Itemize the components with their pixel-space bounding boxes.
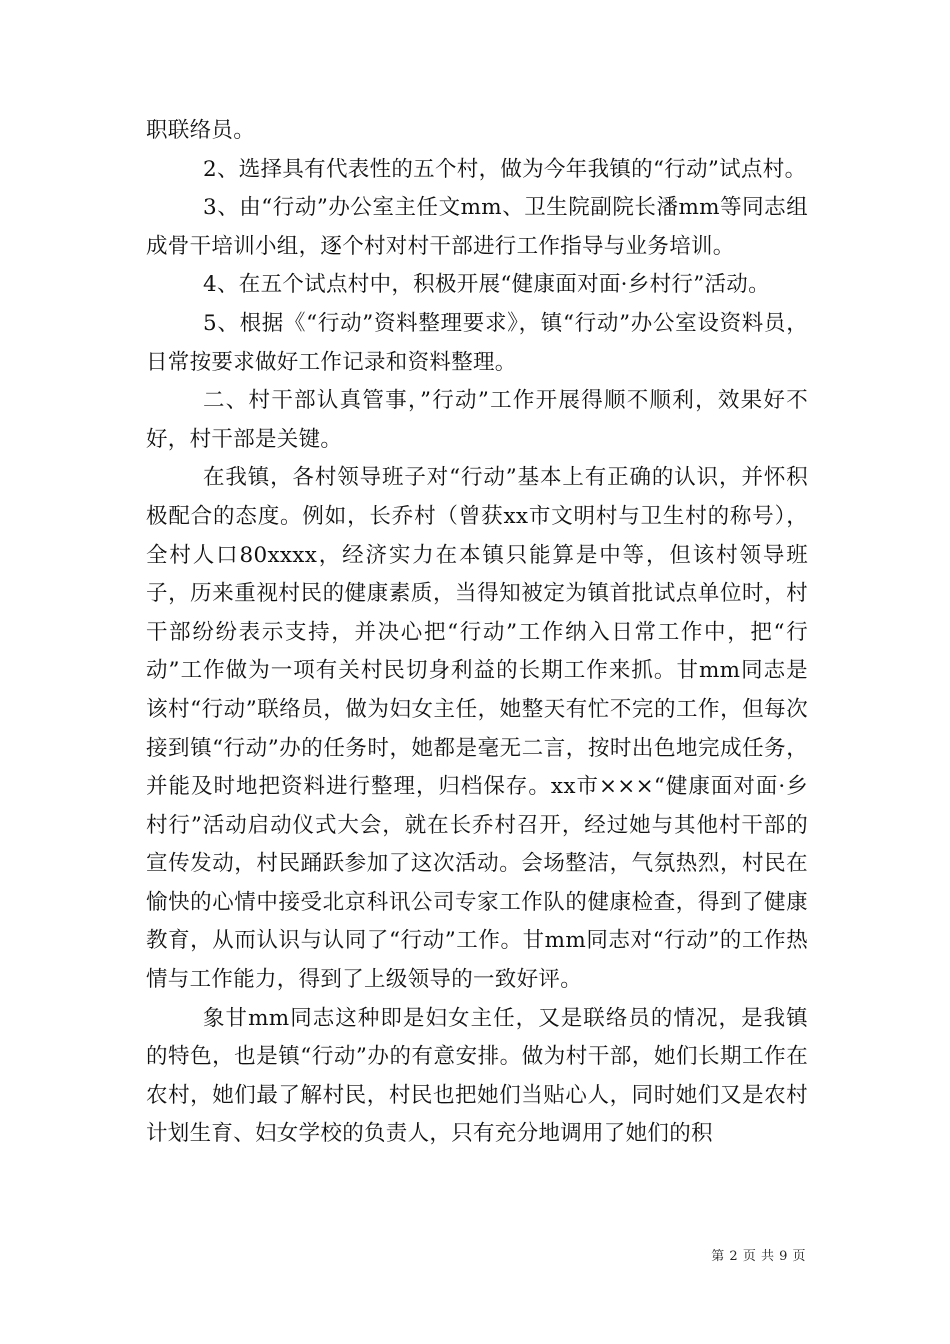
paragraph: 2、选择具有代表性的五个村，做为今年我镇的“行动”试点村。 [203,156,807,182]
paragraph: 5、根据《“行动”资料整理要求》，镇“行动”办公室设资料员，日常按要求做好工作记录和资料整理。 [146,310,808,375]
paragraph: 象甘mm同志这种即是妇女主任，又是联络员的情况，是我镇的特色，也是镇“行动”办的有意安排。做为村干部，她们长期工作在农村，她们最了解村民，村民也把她们当贴心人，同时她们又是农村计划生育、妇女学校的负责人，只有充分地调用了她们的积 [146,1005,808,1147]
page-number: 第 2 页 共 9 页 [711,1249,806,1264]
paragraph: 3、由“行动”办公室主任文mm、卫生院副院长潘mm等同志组成骨干培训小组，逐个村对村干部进行工作指导与业务培训。 [146,195,808,259]
document-body [146,112,808,1154]
paragraph: 职联络员。 [146,118,256,143]
paragraph: 在我镇，各村领导班子对“行动”基本上有正确的认识，并怀积极配合的态度。例如，长乔村（曾获xx市文明村与卫生村的称号），全村人口80xxxx，经济实力在本镇只能算是中等，但该村领导班子，历来重视村民的健康素质，当得知被定为镇首批试点单位时，村干部纷纷表示支持，并决心把“行动”工作纳入日常工作中，把“行动”工作做为一项有关村民切身利益的长期工作来抓。甘mm同志是该村“行动”联络员，做为妇女主任，她整天有忙不完的工作，但每次接到镇“行动”办的任务时，她都是毫无二言，按时出色地完成任务，并能及时地把资料进行整理，归档保存。xx市×××“健康面对面·乡村行”活动启动仪式大会，就在长乔村召开，经过她与其他村干部的宣传发动，村民踊跃参加了这次活动。会场整洁，气氛热烈，村民在愉快的心情中接受北京科讯公司专家工作队的健康检查，得到了健康教育，从而认识与认同了“行动”工作。甘mm同志对“行动”的工作热情与工作能力，得到了上级领导的一致好评。 [146,465,808,993]
paragraph: 4、在五个试点村中，积极开展“健康面对面·乡村行”活动。 [203,272,770,298]
paragraph: 二、村干部认真管事，”行动”工作开展得顺不顺利，效果好不好，村干部是关键。 [146,388,808,452]
